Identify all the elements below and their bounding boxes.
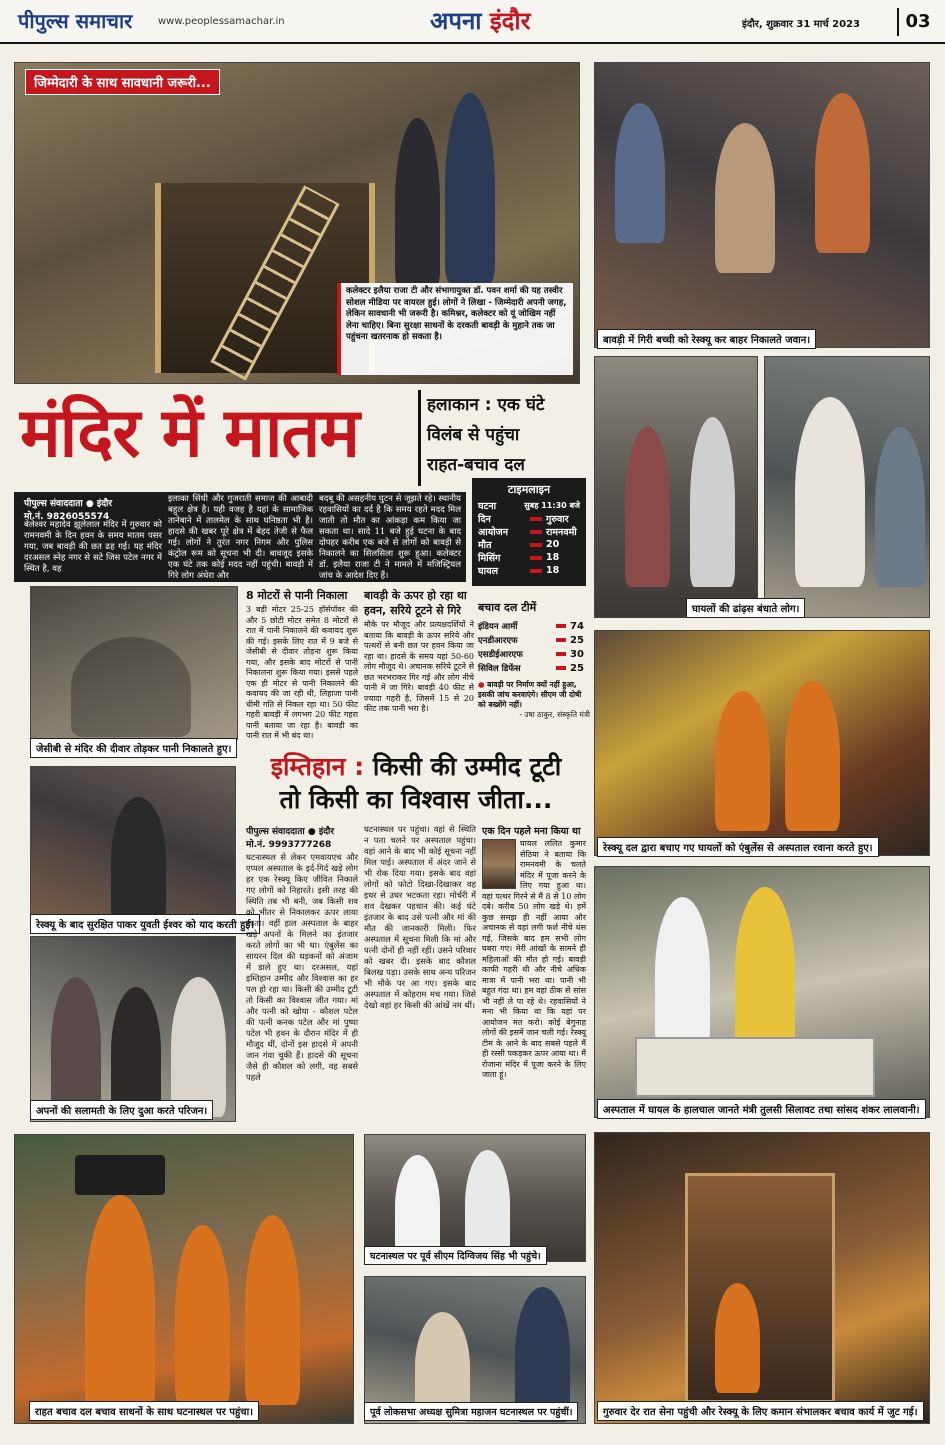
- headline-deck: [418, 390, 586, 486]
- rescue-quote: [478, 680, 590, 720]
- person-figure: [715, 123, 775, 273]
- lead-col-3: बदबू की असहनीय घुटन से जूझते रहे। स्थानीय रहवासियों का दर्द है कि समय रहते मदद मिल जाती तो मौत का आंकड़ा कम किया जा सकता था। सादे 11 बजे हुई घटना के बाद दोपहर करीब एक बजे से लोगों को बावड़ी से निकालने का सिलसिला शुरू हुआ। कलेक्टर डॉ. इलैया राजा टी ने मामले में मजिस्ट्रियल जांच के आदेश दिए हैं।: [319, 494, 461, 581]
- timeline-label: मिसिंग: [478, 553, 501, 564]
- person-figure: [815, 93, 870, 253]
- caption-ambulance: रेस्क्यू दल द्वारा बचाए गए घायलों को एंबुलेंस से अस्पताल रवाना करते हुए।: [597, 837, 879, 857]
- timeline-row: [478, 564, 580, 577]
- young-woman-photo: [30, 766, 236, 922]
- lead-col-2: इलाका सिंधी और गुजराती समाज की आबादी बहुल क्षेत्र है। यही वजह है यहां के सामाजिक तानेबाने में तालमेल के साथ घनिष्ठता भी है। हादसे की खबर पूरे क्षेत्र में बेहद तेजी से फैल गई। लोगों ने तुरंत नगर निगम और पुलिस कंट्रोल रूम को सूचना भी दी। बावजूद इसके एक घंटे तक कोई मदद नहीं पहुंची। बावड़ी में गिरे लोग अंधेरा और: [168, 494, 313, 581]
- caption-army: गुरुवार देर रात सेना पहुंची और रेस्क्यू के लिए कमान संभालकर बचाव कार्य में जुट गई।: [597, 1401, 924, 1421]
- quote-icon: ●: [478, 680, 485, 689]
- praying-families-photo: [30, 936, 236, 1122]
- second-col-2: घटनास्थल पर पहुंचा। वहां से स्थिति न पता चलने पर अस्पताल पहुंचा। वहां आने के बाद भी कोई सूचना नहीं मिल पाई। अस्पताल में अंदर जाने से भी रोक दिया गया। इसके बाद वहां लोगों को फोटो दिखा-दिखाकर वह इधर से उधर भटकता रहा। मोर्चरी में शव देखकर पहचान की। कई घंटे इंतजार के बाद उसे पत्नी और मां की मौत की जानकारी मिली। फिर अस्पताल में सूचना मिली कि मां और पत्नी दोनों ही नहीं रहीं। उसने परिवार को खबर दी। इसके बाद कौशल बिलख पड़ा। उसके साथ अन्य परिजन भी मौके पर आ गए। इसके बाद अस्पताल में कोहराम मच गया। जिसे देखो वहां हर किसी की आंखें नम थीं।: [364, 824, 476, 1010]
- rescuer-figure: [175, 1225, 230, 1405]
- soldier-figure: [715, 1283, 760, 1393]
- second-kicker: इम्तिहान :: [270, 752, 365, 781]
- ambulance-photo: [594, 630, 930, 856]
- logo-text: पीपुल्स समाचार: [18, 9, 133, 33]
- person-figure: [655, 897, 710, 1047]
- rescue-team-value: 25: [570, 634, 584, 646]
- rescue-team-bar: [556, 624, 566, 628]
- col3-text: घायल ललित कुमार सेठिया ने बताया कि रामनवमी के चलते मंदिर में पूजा करने के लिए गया हुआ था। वहां पत्थर गिरने से मैं 8 से 10 लोग दबे। करीब 50 लोग खड़े थे। हमें कुछ समझ ही नहीं आया और अचानक से वहां लगी फर्श नीचे धंस गई, जिसके बाद हम सभी लोग घबरा गए। मेरी आंखों के सामने ही महिलाओं की मौत हो गई। बावड़ी काफी गहरी थी और नीचे अधिक मात्रा में पानी भरा था। पानी भी बहुत गंदा था। हम वहां ठीक से सांस भी नहीं ले पा रहे थे। रहवासियों ने मना भी किया था कि यहां पर आयोजन मत करो। कोई बेगुनाह लोगों की इसमें जान चली गई। रेस्क्यू टीम के आने के बाद सबसे पहले मैं ही रस्सी पकड़कर ऊपर आया था। मैं रोजाना मंदिर में पूजा करने के लिए जाता हूं।: [482, 839, 586, 1079]
- timeline-row: [478, 525, 580, 538]
- person-figure: [625, 427, 670, 587]
- lead-col-1: बेलेश्वर महादेव झूलेलाल मंदिर में गुरुवार को रामनवमी के दिन हवन के समय मातम पसर गया, जब बावड़ी की छत ढह गई। यह मंदिर दरअसल स्नेह नगर से सटे जिस पटेल नगर में स्थित है, वह: [24, 520, 162, 574]
- havan-heading: बावड़ी के ऊपर हो रहा था हवन, सरिये टूटने से गिरे: [364, 589, 467, 617]
- timeline-heading: टाइमलाइन: [507, 483, 551, 496]
- timeline-box: [472, 478, 586, 586]
- second-col-1: घटनास्थल से लेकर एमवायएच और एप्पल अस्पताल के इर्द-गिर्द खड़े लोग हर एक रेस्क्यू किए जीवित निकाले गए लोगों को निहारते। इसी तरह की स्थिति तब भी बनी, जब किसी शव को भीतर से निकालकर ऊपर लाया जाता। वहीं हाल अस्पताल के बाहर खड़े अपनों के मिलने का इंतजार करते लोगों का भी था। एंबुलेंस का सायरन दिल की धड़कनों को अंजाम में डाले हुए था। दरअसल, यहां इम्तिहान उम्मीद और विश्वास का हर पल हो रहा था। किसी की उम्मीद टूटी तो किसी का विश्वास जीत गया। मां और पत्नी को खोया - कौशल पटेल की पत्नी कनक पटेल और मां पुष्पा पटेल भी हवन के दौरान मंदिर में ही मौजूद थीं, दोनों इस हादसे में अपनी जान गंवा चुकी हैं। हादसे की सूचना जैसे ही कौशल को लगी, वह सबसे पहले: [246, 852, 358, 1082]
- caption-injured: घायलों की ढांढ़स बंधाते लोग।: [686, 598, 805, 618]
- person-figure: [615, 103, 665, 243]
- section-title-a: अपना: [430, 7, 482, 35]
- person-figure: [465, 1150, 510, 1260]
- timeline-bar: [530, 569, 542, 573]
- quote-author: - उषा ठाकुर, संस्कृति मंत्री: [519, 710, 590, 719]
- caption-young-woman: रेस्क्यू के बाद सुरक्षित पाकर युवती ईश्वर को याद करती हुई।: [30, 914, 260, 934]
- timeline-bar: [530, 556, 542, 560]
- timeline-label: मौत: [478, 540, 492, 551]
- timeline-rows: [478, 499, 580, 577]
- masthead: [0, 0, 945, 44]
- rescue-team-equipment-photo: [14, 1134, 354, 1424]
- deck-line-3: राहत-बचाव दल: [427, 455, 525, 475]
- second-headline: [244, 750, 588, 816]
- section-title: [430, 4, 530, 38]
- timeline-value: सुबह 11:30 बजे: [524, 501, 580, 510]
- timeline-value: 18: [546, 552, 560, 563]
- timeline-bar: [530, 530, 542, 534]
- headline-main-box: [14, 388, 416, 486]
- motors-text: 3 बड़ी मोटर 25-25 हॉर्सपॉवर की और 5 छोटी मोटर समेत 8 मोटरों से रात में पानी निकालने की कवायद शुरू की गई। इसके लिए रात में 9 बजे से जेसीबी से दीवार तोड़ना शुरू किया गया, और इसके बाद मोटरों से पानी निकालना शुरू किया गया। इससे पहले एक ही मोटर से पानी निकालने की कवायद की जा रही थी, लिहाजा पानी धीमी गति से निकल रहा था। 50 फीट गहरी बावड़ी में लगभग 20 फीट गहरा पानी बताया जा रहा है। बावड़ी का पानी रात में भी बंद था।: [246, 605, 358, 740]
- rescue-team-row: [478, 633, 590, 647]
- deck-line-1: हलाकान : एक घंटे: [427, 395, 545, 415]
- timeline-label: दिन: [478, 514, 491, 525]
- deck-line-2: विलंब से पहुंचा: [427, 425, 520, 445]
- person-figure: [395, 1155, 440, 1260]
- person-figure: [51, 977, 101, 1117]
- sidebar-motors: [246, 588, 358, 748]
- second-byline-mobile: मो.नं. 9993777268: [246, 840, 332, 850]
- girl-rescue-photo: [594, 62, 930, 348]
- injured-man-photo: [764, 356, 930, 618]
- rescue-teams-rows: [478, 619, 590, 675]
- person-figure: [111, 987, 161, 1117]
- timeline-row: [478, 538, 580, 551]
- kicker-text: जिम्मेदारी के साथ सावधानी जरूरी...: [34, 76, 211, 91]
- byline-mobile: मो.नं. 9826055574: [24, 512, 110, 522]
- caption-hospital: अस्पताल में घायल के हालचाल जानते मंत्री तुलसी सिलावट तथा सांसद शंकर लालवानी।: [597, 1099, 926, 1119]
- rescue-team-bar: [556, 666, 566, 670]
- rescue-team-value: 30: [570, 648, 584, 660]
- sidebar-havan: [364, 588, 474, 748]
- rescue-team-value: 25: [570, 662, 584, 674]
- rescuer-figure: [785, 681, 840, 831]
- hospital-bed-graphic: [635, 1037, 875, 1097]
- second-headline-line2: तो किसी का विश्वास जीता...: [279, 785, 553, 814]
- timeline-value: गुरुवार: [546, 514, 569, 525]
- timeline-row: [478, 499, 580, 512]
- army-night-photo: [594, 1132, 930, 1424]
- second-headline-line1: [244, 750, 588, 783]
- top-photo-caption-text: कलेक्टर इलैया राजा टी और संभागायुक्त डॉ. पवन शर्मा की यह तस्वीर सोशल मीडिया पर वायरल हुई। लोगों ने लिखा - जिम्मेदारी अपनी जगह, लेकिन सावधानी भी जरूरी है। कमिश्नर, कलेक्टर को यूं जोखिम नहीं लेना चाहिए। बिना सुरक्षा साधनों के दरकती बावड़ी के मुहाने तक जा पहुंचना खतरनाक हो सकता है।: [346, 286, 567, 342]
- caption-digvijay: घटनास्थल पर पूर्व सीएम दिग्विजय सिंह भी पहुंचे।: [364, 1246, 547, 1265]
- motors-heading: 8 मोटरों से पानी निकाला: [246, 589, 348, 602]
- equipment-box-graphic: [75, 1155, 165, 1195]
- second-line1: किसी की उम्मीद टूटी: [372, 752, 562, 781]
- rescuer-figure: [245, 1215, 300, 1405]
- timeline-label: घायल: [478, 566, 499, 577]
- caption-praying: अपनों की सलामती के लिए दुआ करते परिजन।: [30, 1100, 213, 1120]
- photo-kicker: [25, 69, 220, 95]
- top-photo-caption: [337, 283, 573, 375]
- rescue-team-row: [478, 661, 590, 675]
- dateline: इंदौर, शुक्रवार 31 मार्च 2023: [742, 19, 861, 30]
- caption-rescue-equipment: राहत बचाव दल बचाव साधनों के साथ घटनास्थल पर पहुंचा।: [29, 1401, 259, 1421]
- collector-stepwell-photo: [14, 62, 580, 384]
- person-figure: [71, 637, 191, 737]
- rescue-team-value: 74: [570, 620, 584, 632]
- quote-text: बावड़ी पर निर्माण क्यों नहीं हुआ, इसकी जांच करवाएंगे। सीएम जी दोषी को बख्शेंगे नहीं।: [478, 680, 582, 709]
- digvijay-photo: [364, 1134, 586, 1262]
- rescue-teams-box: [478, 600, 590, 746]
- newspaper-logo: [18, 6, 132, 36]
- lead-byline: [24, 496, 154, 522]
- timeline-value: रामनवमी: [546, 527, 577, 538]
- headline-main: मंदिर में मातम: [20, 394, 359, 473]
- havan-text: मौके पर मौजूद और प्रत्यक्षदर्शियों ने बताया कि बावड़ी के ऊपर सरिये और पत्थरों से बनी छत पर हवन किया जा रहा था। हादसे के समय यहां 50-60 लोग मौजूद थे। अचानक सरिये टूटने से छत भरभराकर गिर गई और लोग नीचे पानी में जा गिरे। बावड़ी 40 फीट से ज्यादा गहरी है, जिसमें 15 से 20 फीट तक पानी भरा है।: [364, 620, 474, 713]
- stepwell-graphic: [685, 1173, 835, 1403]
- injured-lalit-photo: [482, 839, 516, 889]
- timeline-value: 20: [546, 539, 560, 550]
- jcb-wall-photo: [30, 586, 238, 740]
- rescue-team-bar: [556, 638, 566, 642]
- timeline-label: घटना: [478, 501, 497, 512]
- timeline-row: [478, 551, 580, 564]
- second-col-3: [482, 824, 586, 1126]
- col3-heading: एक दिन पहले मना किया था: [482, 826, 581, 837]
- crowd-waiting-photo: [594, 356, 758, 618]
- website-url: www.peoplessamachar.in: [158, 16, 285, 27]
- hospital-minister-photo: [594, 866, 930, 1118]
- caption-rescue-girl: बावड़ी में गिरी बच्ची को रेस्क्यू कर बाहर निकालते जवान।: [597, 329, 816, 349]
- section-title-b: इंदौर: [489, 7, 531, 35]
- page-number: 03: [897, 8, 937, 36]
- second-byline-reporter: पीपुल्स संवाददाता ● इंदौर: [246, 827, 335, 837]
- rescue-team-row: [478, 647, 590, 661]
- rescue-team-label: सिविल डिफेंस: [478, 663, 521, 674]
- timeline-bar: [530, 543, 542, 547]
- woman-figure: [111, 797, 166, 922]
- rescue-teams-heading: बचाव दल टीमें: [478, 601, 537, 614]
- rescue-team-label: एसडीईआरएफ: [478, 649, 523, 660]
- caption-jcb: जेसीबी से मंदिर की दीवार तोड़कर पानी निकालते हुए।: [30, 738, 237, 758]
- rescue-team-bar: [556, 652, 566, 656]
- person-figure: [875, 427, 925, 587]
- injured-man-figure: [795, 397, 865, 587]
- lead-story: [14, 492, 466, 582]
- rescuer-figure: [715, 691, 770, 831]
- timeline-label: आयोजन: [478, 527, 509, 538]
- person-figure: [690, 417, 735, 587]
- rescue-team-label: एनडीआरएफ: [478, 635, 518, 646]
- official-figure: [395, 118, 440, 288]
- timeline-value: 18: [546, 565, 560, 576]
- timeline-row: [478, 512, 580, 525]
- minister-figure: [735, 887, 795, 1057]
- official-figure: [445, 93, 495, 283]
- rescuer-figure: [85, 1195, 155, 1415]
- caption-sumitra: पूर्व लोकसभा अध्यक्ष सुमित्रा महाजन घटनास्थल पर पहुंचीं।: [364, 1402, 578, 1421]
- person-figure: [171, 977, 226, 1117]
- byline-reporter: पीपुल्स संवाददाता ● इंदौर: [24, 499, 113, 509]
- rescue-team-label: इंडियन आर्मी: [478, 621, 518, 632]
- rescue-team-row: [478, 619, 590, 633]
- timeline-bar: [530, 517, 542, 521]
